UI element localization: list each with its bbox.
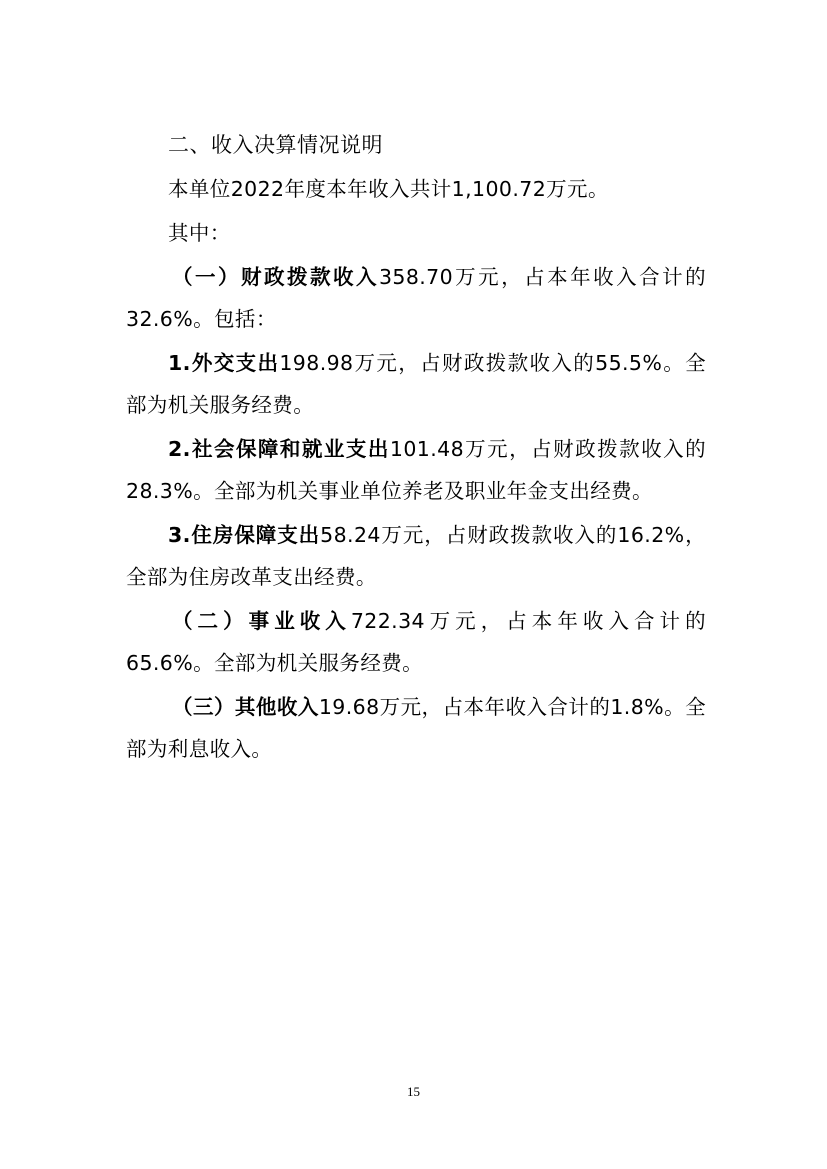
intro-paragraph: 本单位2022年度本年收入共计1,100.72万元。	[168, 177, 609, 201]
sub1-paragraph	[126, 342, 706, 426]
sub3-label: 3.住房保障支出	[168, 523, 321, 547]
page-number: 15	[407, 1084, 420, 1099]
among-paragraph: 其中：	[168, 221, 231, 245]
item2-text: 722.34万元，占本年收入合计的65.6%。全部为机关服务经费。	[126, 609, 706, 675]
section-heading: 二、收入决算情况说明	[168, 133, 383, 157]
sub1-text: 198.98万元，占财政拨款收入的55.5%。全部为机关服务经费。	[126, 351, 707, 417]
item1-label: （一）财政拨款收入	[172, 265, 379, 289]
item3-text: 19.68万元，占本年收入合计的1.8%。全部为利息收入。	[126, 695, 706, 761]
sub1-label: 1.外交支出	[168, 351, 280, 375]
sub2-label: 2.社会保障和就业支出	[168, 437, 390, 461]
item1-paragraph	[126, 256, 706, 340]
sub2-paragraph	[126, 428, 706, 512]
sub3-paragraph	[126, 514, 706, 598]
sub3-text: 58.24万元，占财政拨款收入的16.2%，全部为住房改革支出经费。	[126, 523, 706, 589]
sub2-text: 101.48万元，占财政拨款收入的28.3%。全部为机关事业单位养老及职业年金支出经费。	[126, 437, 707, 503]
item3-label: （三）其他收入	[172, 695, 319, 719]
item2-label: （二）事业收入	[172, 609, 351, 633]
body-text	[126, 124, 706, 772]
item3-paragraph	[126, 686, 706, 770]
item1-text: 358.70万元，占本年收入合计的32.6%。包括：	[126, 265, 706, 331]
item2-paragraph	[126, 600, 706, 684]
